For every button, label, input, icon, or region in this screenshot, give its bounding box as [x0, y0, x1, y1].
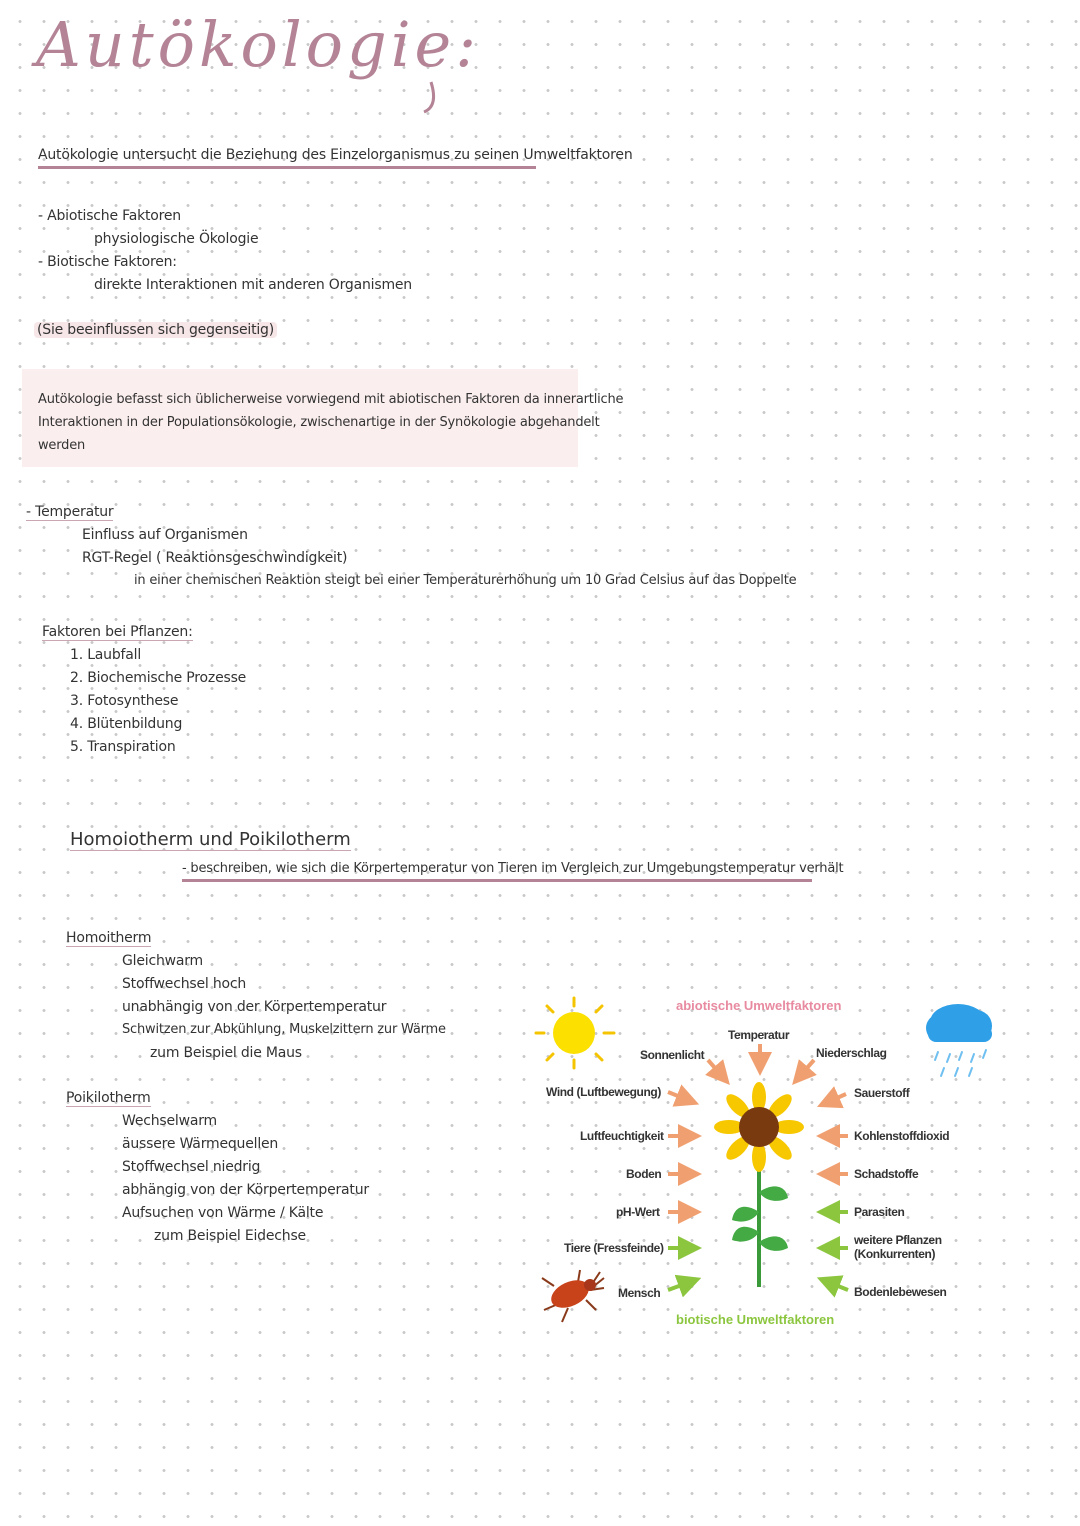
factor-label-right: Bodenlebewesen — [854, 1285, 947, 1299]
title-flourish — [36, 78, 556, 118]
poikilotherm-label: Poikilotherm — [66, 1090, 151, 1106]
temperature-line-3: in einer chemischen Reaktion steigt bei einer Temperaturerhöhung um 10 Grad Celsius auf das Doppelte — [134, 573, 797, 588]
abiotic-arrows — [668, 1044, 848, 1212]
factor-arrows — [518, 988, 1008, 1338]
factor-label-top: Temperatur — [728, 1028, 790, 1042]
environment-factors-figure — [518, 988, 1008, 1338]
factor-label-right: weitere Pflanzen (Konkurrenten) — [854, 1233, 942, 1261]
plant-factor-item: 5. Transpiration — [70, 739, 176, 755]
poikilotherm-item: Wechselwarm — [122, 1113, 217, 1129]
poikilotherm-item: Stoffwechsel niedrig — [122, 1159, 261, 1175]
factor-label-right: Sauerstoff — [854, 1086, 910, 1100]
plant-factor-item: 2. Biochemische Prozesse — [70, 670, 247, 686]
homoiotherm-item: unabhängig von der Körpertemperatur — [122, 999, 387, 1015]
temperature-line-2: RGT-Regel ( Reaktionsgeschwindigkeit) — [82, 550, 348, 566]
poikilotherm-example: zum Beispiel Eidechse — [154, 1228, 306, 1244]
homoiotherm-example: zum Beispiel die Maus — [150, 1045, 302, 1061]
homoiotherm-item: Schwitzen zur Abkühlung, Muskelzittern zur Wärme — [122, 1022, 446, 1037]
factor-label-left: Sonnenlicht — [640, 1048, 705, 1062]
homoiotherm-item: Stoffwechsel hoch — [122, 976, 247, 992]
factor-label-left: Mensch — [618, 1286, 661, 1300]
factor-label-left: Wind (Luftbewegung) — [546, 1085, 661, 1099]
temperature-line-1: Einfluss auf Organismen — [82, 527, 248, 543]
factor-label-left: Boden — [626, 1167, 662, 1181]
plant-factor-item: 3. Fotosynthese — [70, 693, 179, 709]
biotic-factors-label: - Biotische Faktoren: — [38, 254, 177, 270]
info-box-line-3: werden — [38, 438, 86, 453]
temperature-label: - Temperatur — [26, 504, 114, 520]
biotic-header: biotische Umweltfaktoren — [676, 1312, 835, 1327]
poikilotherm-item: Aufsuchen von Wärme / Kälte — [122, 1205, 324, 1221]
factor-label-right: Parasiten — [854, 1205, 905, 1219]
mutual-influence-note: (Sie beeinflussen sich gegenseitig) — [34, 322, 277, 338]
page-title: Autökologie: — [36, 8, 481, 81]
definition-text: Autökologie untersucht die Beziehung des Einzelorganismus zu seinen Umweltfaktoren — [38, 147, 536, 169]
biotic-factors-desc: direkte Interaktionen mit anderen Organismen — [94, 277, 412, 293]
info-box-line-2: Interaktionen in der Populationsökologie, zwischenartige in der Synökologie abgehandelt — [38, 415, 600, 430]
plant-factor-item: 1. Laubfall — [70, 647, 142, 663]
factor-label-right: Niederschlag — [816, 1046, 887, 1060]
factor-label-right: Schadstoffe — [854, 1167, 919, 1181]
homoiotherm-item: Gleichwarm — [122, 953, 203, 969]
plant-factor-item: 4. Blütenbildung — [70, 716, 183, 732]
thermo-subtitle: - beschreiben, wie sich die Körpertemperatur von Tieren im Vergleich zur Umgebungstemperatur verhält — [182, 861, 812, 882]
abiotic-factors-desc: physiologische Ökologie — [94, 231, 259, 247]
info-box-line-1: Autökologie befasst sich üblicherweise vorwiegend mit abiotischen Faktoren da innerartliche — [38, 392, 624, 407]
factor-label-left: pH-Wert — [616, 1205, 660, 1219]
poikilotherm-item: abhängig von der Körpertemperatur — [122, 1182, 369, 1198]
biotic-arrows — [668, 1212, 848, 1290]
factor-label-left: Luftfeuchtigkeit — [580, 1129, 664, 1143]
plant-factors-heading: Faktoren bei Pflanzen: — [42, 624, 193, 640]
thermo-heading: Homoiotherm und Poikilotherm — [70, 829, 351, 850]
homoiotherm-label: Homoitherm — [66, 930, 152, 946]
factor-label-right: Kohlenstoffdioxid — [854, 1129, 950, 1143]
abiotic-header: abiotische Umweltfaktoren — [676, 998, 842, 1013]
factor-label-left: Tiere (Fressfeinde) — [564, 1241, 664, 1255]
poikilotherm-item: äussere Wärmequellen — [122, 1136, 279, 1152]
abiotic-factors-label: - Abiotische Faktoren — [38, 208, 181, 224]
